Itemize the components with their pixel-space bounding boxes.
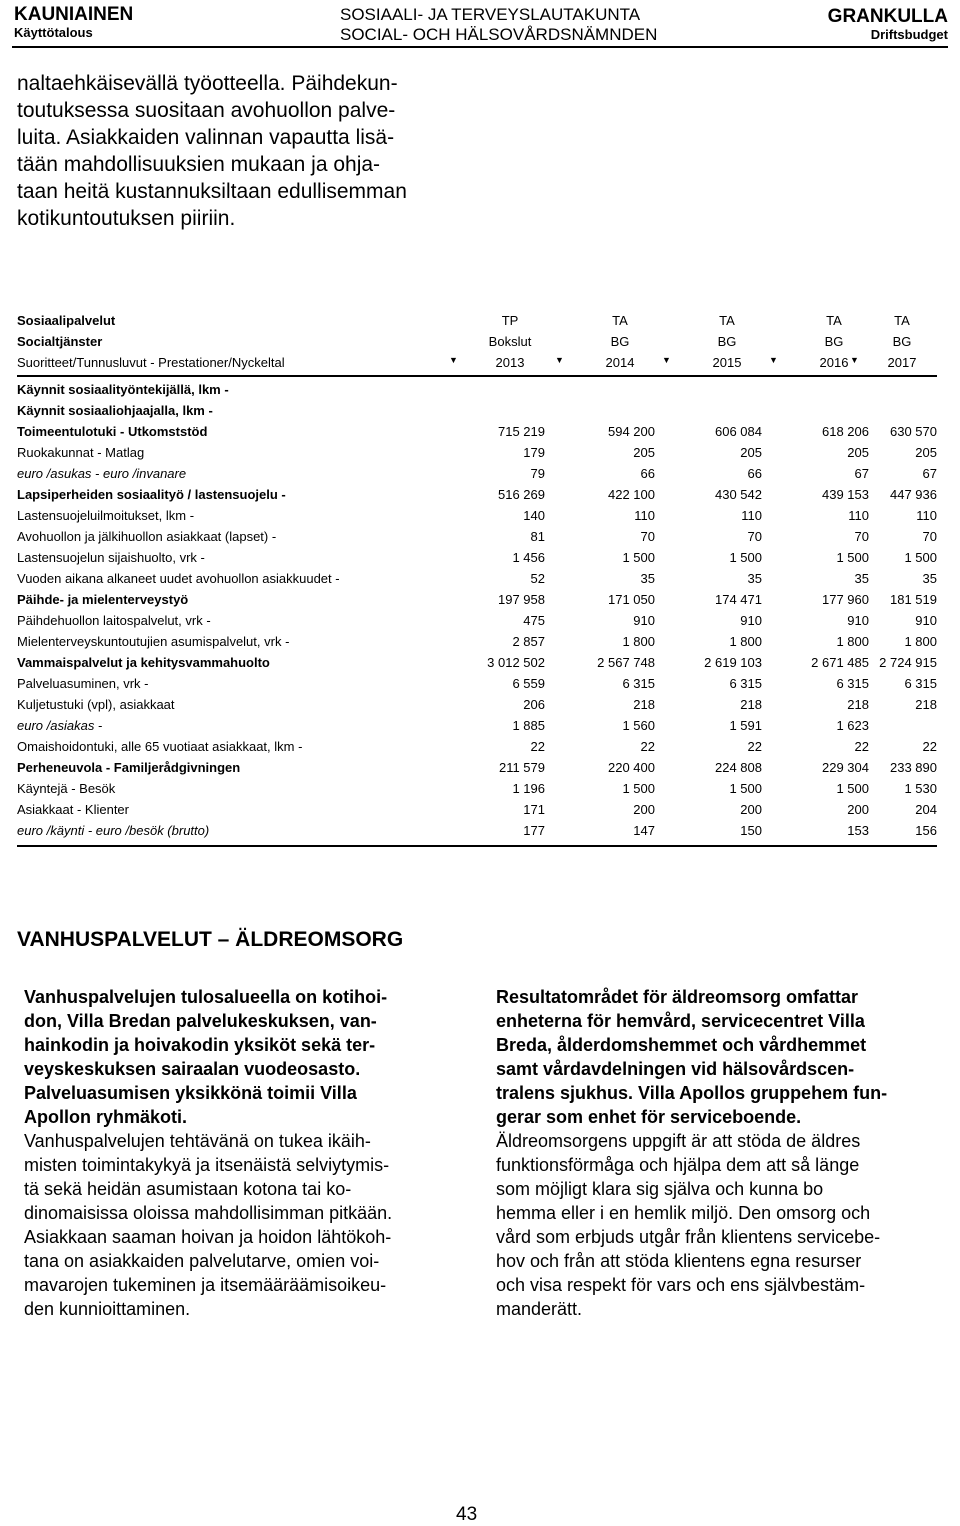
col-type: TA: [894, 313, 910, 328]
text-fi-lead: [24, 985, 464, 1129]
section-text-fi: [24, 985, 464, 1321]
text-line: Äldreomsorgens uppgift är att stöda de äldres: [496, 1131, 861, 1151]
row-value: 140: [523, 508, 545, 523]
text-line: manderätt.: [496, 1299, 583, 1319]
row-value: 179: [523, 445, 545, 460]
table-row: [17, 715, 937, 736]
row-label: Vammaispalvelut ja kehitysvammahuolto: [17, 655, 270, 670]
row-label: euro /asiakas -: [17, 718, 103, 733]
table-body: [17, 379, 937, 841]
col-year: 2015: [712, 355, 742, 370]
header-municipality-sv: GRANKULLA: [827, 6, 948, 27]
row-value: 1 800: [904, 634, 937, 649]
indicators-table: [17, 310, 937, 847]
row-label: Kuljetustuki (vpl), asiakkaat: [17, 697, 175, 712]
table-header-row-1: [17, 310, 937, 331]
row-value: 6 315: [622, 676, 655, 691]
row-value: 70: [640, 529, 655, 544]
row-value: 910: [633, 613, 655, 628]
row-value: 218: [740, 697, 762, 712]
text-line: Asiakkaan saaman hoivan ja hoidon lähtökoh-: [24, 1227, 392, 1247]
row-value: 2 619 103: [704, 655, 762, 670]
row-value: 2 724 915: [879, 655, 937, 670]
table-row: [17, 379, 937, 400]
table-row: [17, 442, 937, 463]
row-value: 110: [741, 508, 762, 523]
row-value: 1 456: [512, 550, 545, 565]
row-value: 2 857: [512, 634, 545, 649]
row-value: 2 567 748: [597, 655, 655, 670]
row-value: 197 958: [498, 592, 545, 607]
row-value: 35: [854, 571, 869, 586]
text-line: Palveluasumisen yksikkönä toimii Villa: [24, 1083, 357, 1103]
row-value: 35: [922, 571, 937, 586]
row-value: 177 960: [822, 592, 869, 607]
row-value: 52: [530, 571, 545, 586]
row-value: 67: [922, 466, 937, 481]
row-label: Lastensuojelun sijaishuolto, vrk -: [17, 550, 205, 565]
row-value: 6 315: [836, 676, 869, 691]
row-value: 1 530: [904, 781, 937, 796]
table-subtitle: Suoritteet/Tunnusluvut - Prestationer/Nyckeltal: [17, 355, 285, 370]
row-value: 1 800: [622, 634, 655, 649]
text-line: vård som erbjuds utgår från klientens servicebe-: [496, 1227, 881, 1247]
text-line: tä sekä heidän asumistaan kotona tai ko-: [24, 1179, 352, 1199]
row-value: 218: [847, 697, 869, 712]
table-row: [17, 505, 937, 526]
col-type-sv: BG: [717, 334, 737, 349]
row-label: Omaishoidontuki, alle 65 vuotiaat asiakkaat, lkm -: [17, 739, 303, 754]
row-label: Avohuollon ja jälkihuollon asiakkaat (lapset) -: [17, 529, 277, 544]
row-value: 3 012 502: [487, 655, 545, 670]
table-row: [17, 568, 937, 589]
table-row: [17, 526, 937, 547]
row-value: 150: [740, 823, 762, 838]
row-label: Toimeentulotuki - Utkomststöd: [17, 424, 208, 439]
row-value: 110: [916, 508, 937, 523]
row-value: 110: [634, 508, 655, 523]
row-label: Perheneuvola - Familjerådgivningen: [17, 760, 241, 775]
row-value: 1 500: [836, 550, 869, 565]
row-value: 1 800: [729, 634, 762, 649]
row-value: 22: [640, 739, 655, 754]
text-fi-body: [24, 1129, 464, 1321]
text-sv-lead: [496, 985, 936, 1129]
intro-line: tään mahdollisuuksien mukaan ja ohja-: [17, 153, 381, 176]
row-value: 35: [747, 571, 762, 586]
col-year: 2016: [819, 355, 849, 370]
table-row: [17, 652, 937, 673]
header-municipality-fi: KAUNIAINEN: [14, 4, 134, 25]
row-value: 6 315: [729, 676, 762, 691]
table-row: [17, 610, 937, 631]
intro-line: toutuksessa suositaan avohuollon palve-: [17, 99, 396, 122]
text-line: Vanhuspalvelujen tehtävänä on tukea ikäih-: [24, 1131, 371, 1151]
row-value: 66: [640, 466, 655, 481]
col-year: 2017: [887, 355, 917, 370]
row-value: 171: [523, 802, 545, 817]
row-value: 205: [915, 445, 937, 460]
table-row: [17, 463, 937, 484]
row-value: 22: [922, 739, 937, 754]
row-label: Palveluasuminen, vrk -: [17, 676, 149, 691]
col-type: TA: [719, 313, 735, 328]
table-row: [17, 673, 937, 694]
table-row: [17, 631, 937, 652]
col-type-sv: Bokslut: [488, 334, 532, 349]
row-label: Käyntejä - Besök: [17, 781, 116, 796]
table-header-rule: [17, 375, 937, 377]
row-value: 910: [740, 613, 762, 628]
table-title-fi: Sosiaalipalvelut: [17, 313, 116, 328]
row-value: 224 808: [715, 760, 762, 775]
row-value: 200: [847, 802, 869, 817]
text-line: veyskeskuksen sairaalan vuodeosasto.: [24, 1059, 361, 1079]
table-row: [17, 400, 937, 421]
row-label: Mielenterveyskuntoutujien asumispalvelut, vrk -: [17, 634, 290, 649]
dropdown-marker-icon: ▼: [449, 355, 458, 365]
text-line: Breda, ålderdomshemmet och vårdhemmet: [496, 1035, 867, 1055]
header-board-sv: SOCIAL- OCH HÄLSOVÅRDSNÄMNDEN: [340, 25, 658, 44]
row-value: 204: [915, 802, 937, 817]
row-value: 1 560: [622, 718, 655, 733]
dropdown-marker-icon: ▼: [769, 355, 778, 365]
row-value: 67: [854, 466, 869, 481]
row-value: 22: [530, 739, 545, 754]
col-year: 2014: [605, 355, 635, 370]
row-value: 715 219: [498, 424, 545, 439]
row-value: 200: [740, 802, 762, 817]
row-label: Käynnit sosiaalityöntekijällä, lkm -: [17, 382, 229, 397]
intro-line: luita. Asiakkaiden valinnan vapautta lisä-: [17, 126, 395, 149]
row-value: 220 400: [608, 760, 655, 775]
header-rule: [12, 46, 948, 48]
row-value: 22: [854, 739, 869, 754]
table-header-row-2: [17, 331, 937, 352]
row-value: 1 800: [836, 634, 869, 649]
row-value: 447 936: [890, 487, 937, 502]
text-line: enheterna för hemvård, servicecentret Villa: [496, 1011, 865, 1031]
text-line: tana on asiakkaiden palvelutarve, omien voi-: [24, 1251, 380, 1271]
row-value: 630 570: [890, 424, 937, 439]
text-line: Resultatområdet för äldreomsorg omfattar: [496, 987, 859, 1007]
row-label: Käynnit sosiaaliohjaajalla, lkm -: [17, 403, 213, 418]
text-line: den kunnioittaminen.: [24, 1299, 191, 1319]
row-value: 618 206: [822, 424, 869, 439]
row-value: 1 196: [512, 781, 545, 796]
text-line: och visa respekt för vars och ens självbestäm-: [496, 1275, 866, 1295]
table-header-row-3: [17, 352, 937, 373]
section-title: VANHUSPALVELUT – ÄLDREOMSORG: [17, 928, 404, 951]
row-label: euro /käynti - euro /besök (brutto): [17, 823, 210, 838]
col-type: TA: [612, 313, 628, 328]
row-value: 6 315: [904, 676, 937, 691]
row-value: 1 500: [836, 781, 869, 796]
row-value: 6 559: [512, 676, 545, 691]
row-value: 910: [847, 613, 869, 628]
header-budget-sv: Driftsbudget: [870, 27, 948, 42]
table-row: [17, 421, 937, 442]
row-value: 229 304: [822, 760, 869, 775]
row-value: 205: [847, 445, 869, 460]
row-value: 516 269: [498, 487, 545, 502]
row-label: Ruokakunnat - Matlag: [17, 445, 145, 460]
row-label: euro /asukas - euro /invanare: [17, 466, 187, 481]
table-row: [17, 694, 937, 715]
header-board-fi: SOSIAALI- JA TERVEYSLAUTAKUNTA: [340, 5, 641, 24]
row-value: 156: [915, 823, 937, 838]
row-value: 153: [847, 823, 869, 838]
intro-line: taan heitä kustannuksiltaan edullisemman: [17, 180, 407, 203]
text-line: tralens sjukhus. Villa Apollos gruppehem fun-: [496, 1083, 888, 1103]
dropdown-marker-icon: ▼: [662, 355, 671, 365]
table-bottom-rule: [17, 845, 937, 847]
table-row: [17, 799, 937, 820]
row-value: 1 500: [622, 550, 655, 565]
row-label: Lastensuojeluilmoitukset, lkm -: [17, 508, 195, 523]
table-title-sv: Socialtjänster: [17, 334, 103, 349]
row-value: 1 591: [729, 718, 762, 733]
text-line: samt vårdavdelningen vid hälsovårdscen-: [496, 1059, 855, 1079]
col-type: TA: [826, 313, 842, 328]
row-label: Lapsiperheiden sosiaalityö / lastensuojelu -: [17, 487, 286, 502]
row-value: 174 471: [715, 592, 762, 607]
dropdown-marker-icon: ▼: [555, 355, 564, 365]
table-row: [17, 484, 937, 505]
row-value: 70: [922, 529, 937, 544]
intro-paragraph: [17, 70, 477, 232]
row-value: 1 500: [729, 781, 762, 796]
col-type-sv: BG: [610, 334, 630, 349]
row-value: 70: [747, 529, 762, 544]
row-value: 910: [915, 613, 937, 628]
table-row: [17, 757, 937, 778]
row-value: 205: [633, 445, 655, 460]
row-value: 218: [633, 697, 655, 712]
text-line: dinomaisissa oloissa mahdollisimman pitkään.: [24, 1203, 393, 1223]
col-type-sv: BG: [824, 334, 844, 349]
table-row: [17, 589, 937, 610]
row-value: 206: [523, 697, 545, 712]
text-line: hainkodin ja hoivakodin yksiköt sekä ter-: [24, 1035, 376, 1055]
text-line: hemma eller i en hemlik miljö. Den omsorg och: [496, 1203, 871, 1223]
text-line: gerar som enhet för serviceboende.: [496, 1107, 802, 1127]
text-line: Vanhuspalvelujen tulosalueella on kotihoi-: [24, 987, 388, 1007]
row-value: 177: [523, 823, 545, 838]
table-row: [17, 547, 937, 568]
row-value: 79: [530, 466, 545, 481]
col-year: 2013: [495, 355, 525, 370]
text-line: mavarojen tukeminen ja itsemääräämisoikeu-: [24, 1275, 387, 1295]
row-label: Asiakkaat - Klienter: [17, 802, 129, 817]
row-value: 147: [633, 823, 655, 838]
row-label: Vuoden aikana alkaneet uudet avohuollon asiakkuudet -: [17, 571, 340, 586]
table-row: [17, 736, 937, 757]
text-line: funktionsförmåga och hjälpa dem att så länge: [496, 1155, 860, 1175]
text-sv-body: [496, 1129, 936, 1321]
row-label: Päihdehuollon laitospalvelut, vrk -: [17, 613, 211, 628]
row-value: 1 500: [904, 550, 937, 565]
row-value: 211 579: [498, 760, 545, 775]
page-number: 43: [456, 1504, 478, 1525]
row-value: 422 100: [608, 487, 655, 502]
row-value: 66: [747, 466, 762, 481]
dropdown-marker-icon: ▼: [850, 355, 859, 365]
row-value: 439 153: [822, 487, 869, 502]
text-line: Apollon ryhmäkoti.: [24, 1107, 188, 1127]
col-type: TP: [501, 313, 519, 328]
page-header: [0, 0, 960, 46]
section-text-sv: [496, 985, 936, 1321]
row-value: 430 542: [715, 487, 762, 502]
header-budget-fi: Käyttötalous: [14, 25, 93, 40]
row-value: 70: [854, 529, 869, 544]
text-line: don, Villa Bredan palvelukeskuksen, van-: [24, 1011, 377, 1031]
row-value: 606 084: [715, 424, 762, 439]
row-value: 218: [915, 697, 937, 712]
col-type-sv: BG: [892, 334, 912, 349]
row-label: Päihde- ja mielenterveystyö: [17, 592, 189, 607]
table-row: [17, 820, 937, 841]
row-value: 81: [530, 529, 545, 544]
row-value: 205: [740, 445, 762, 460]
row-value: 1 885: [512, 718, 545, 733]
row-value: 110: [848, 508, 869, 523]
row-value: 1 500: [729, 550, 762, 565]
intro-line: naltaehkäisevällä työotteella. Päihdekun-: [17, 72, 398, 95]
row-value: 594 200: [608, 424, 655, 439]
row-value: 200: [633, 802, 655, 817]
text-line: misten toimintakykyä ja itsenäistä selviytymis-: [24, 1155, 390, 1175]
row-value: 181 519: [890, 592, 937, 607]
row-value: 1 623: [836, 718, 869, 733]
row-value: 475: [523, 613, 545, 628]
row-value: 1 500: [622, 781, 655, 796]
row-value: 22: [747, 739, 762, 754]
table-row: [17, 778, 937, 799]
text-line: som möjligt klara sig själva och kunna bo: [496, 1179, 824, 1199]
row-value: 2 671 485: [811, 655, 869, 670]
row-value: 233 890: [890, 760, 937, 775]
text-line: hov och från att stöda klientens egna resurser: [496, 1251, 862, 1271]
row-value: 35: [640, 571, 655, 586]
row-value: 171 050: [608, 592, 655, 607]
intro-line: kotikuntoutuksen piiriin.: [17, 207, 236, 230]
